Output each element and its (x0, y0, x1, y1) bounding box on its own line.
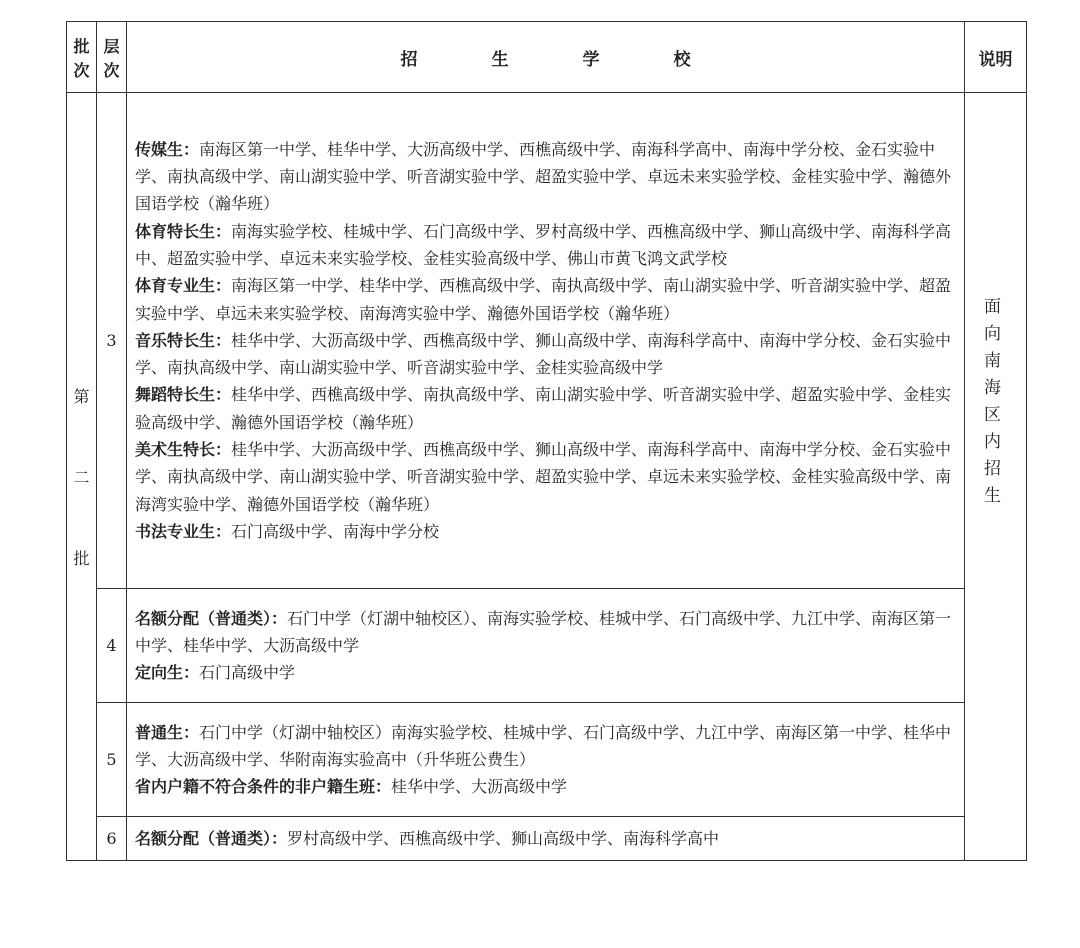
batch-char: 批 (73, 549, 90, 568)
note-text: 面向南海区内招生 (984, 296, 1007, 506)
header-schools: 招生学校 (127, 22, 965, 93)
group-text: 石门中学（灯湖中轴校区）、南海实验学校、桂城中学、石门高级中学、九江中学、南海区第一中学、桂华中学、大沥高级中学 (135, 608, 952, 655)
header-row (67, 22, 1027, 93)
group (135, 605, 954, 660)
group-label: 普通生： (135, 722, 200, 742)
group-label: 体育专业生： (135, 276, 232, 296)
level-cell: 6 (97, 817, 127, 861)
batch-char: 二 (73, 468, 90, 487)
note-cell (965, 93, 1027, 861)
group-text: 石门高级中学、南海中学分校 (231, 521, 440, 541)
batch-char: 第 (73, 387, 90, 406)
group-text: 南海区第一中学、桂华中学、大沥高级中学、西樵高级中学、南海科学高中、南海中学分校、金石实验中学、南执高级中学、南山湖实验中学、听音湖实验中学、超盈实验中学、卓远未来实验学校、金桂实验中学、瀚德外国语学校（瀚华班） (135, 139, 952, 214)
group (135, 773, 954, 800)
level-cell: 4 (97, 589, 127, 703)
group (135, 136, 954, 218)
group (135, 218, 954, 273)
group-text: 桂华中学、大沥高级中学 (391, 777, 568, 797)
group-label: 书法专业生： (135, 521, 232, 541)
table-row (67, 817, 1027, 861)
group (135, 659, 954, 686)
group (135, 518, 954, 545)
level-cell: 3 (97, 93, 127, 589)
group-text: 桂华中学、大沥高级中学、西樵高级中学、狮山高级中学、南海科学高中、南海中学分校、金石实验中学、南执高级中学、南山湖实验中学、听音湖实验中学、金桂实验高级中学 (135, 330, 952, 378)
group-label: 舞蹈特长生： (135, 385, 232, 405)
group-text: 桂华中学、大沥高级中学、西樵高级中学、狮山高级中学、南海科学高中、南海中学分校、金石实验中学、南执高级中学、南山湖实验中学、听音湖实验中学、超盈实验中学、卓远未来实验学校、金桂实验高级中学、南海湾实验中学、瀚德外国语学校（瀚华班） (135, 440, 952, 514)
schools-cell (127, 589, 965, 703)
group-label: 省内户籍不符合条件的非户籍生班： (135, 777, 392, 797)
table-row (67, 589, 1027, 703)
schools-cell (127, 93, 965, 589)
batch-cell (67, 93, 97, 861)
header-level: 层次 (97, 22, 127, 93)
group-label: 音乐特长生： (135, 330, 232, 350)
group-label: 名额分配（普通类）： (135, 608, 288, 628)
group-label: 名额分配（普通类）： (135, 828, 288, 848)
group (135, 272, 954, 327)
schools-cell (127, 817, 965, 861)
group-text: 石门中学（灯湖中轴校区）南海实验学校、桂城中学、石门高级中学、九江中学、南海区第一中学、桂华中学、大沥高级中学、华附南海实验高中（升华班公费生） (135, 722, 952, 769)
group-text: 南海区第一中学、桂华中学、西樵高级中学、南执高级中学、南山湖实验中学、听音湖实验中学、超盈实验中学、卓远未来实验学校、南海湾实验中学、瀚德外国语学校（瀚华班） (135, 276, 952, 323)
group-label: 美术生特长： (135, 440, 232, 460)
group-text: 石门高级中学 (199, 663, 296, 683)
group-label: 体育特长生： (135, 221, 232, 241)
group-text: 罗村高级中学、西樵高级中学、狮山高级中学、南海科学高中 (287, 828, 720, 848)
header-batch: 批次 (67, 22, 97, 93)
group (135, 436, 954, 518)
group-label: 传媒生： (135, 139, 200, 159)
schools-cell (127, 703, 965, 817)
group (135, 825, 954, 852)
group (135, 719, 954, 774)
group-text: 桂华中学、西樵高级中学、南执高级中学、南山湖实验中学、听音湖实验中学、超盈实验中学、金桂实验高级中学、瀚德外国语学校（瀚华班） (135, 385, 952, 432)
enrollment-table (66, 21, 1027, 861)
group-label: 定向生： (135, 663, 200, 683)
group-text: 南海实验学校、桂城中学、石门高级中学、罗村高级中学、西樵高级中学、狮山高级中学、南海科学高中、超盈实验中学、卓远未来实验学校、金桂实验高级中学、佛山市黄飞鸿文武学校 (135, 221, 952, 268)
level-cell: 5 (97, 703, 127, 817)
group (135, 327, 954, 382)
header-note: 说明 (965, 22, 1027, 93)
group (135, 381, 954, 436)
table-row (67, 93, 1027, 589)
table-row (67, 703, 1027, 817)
